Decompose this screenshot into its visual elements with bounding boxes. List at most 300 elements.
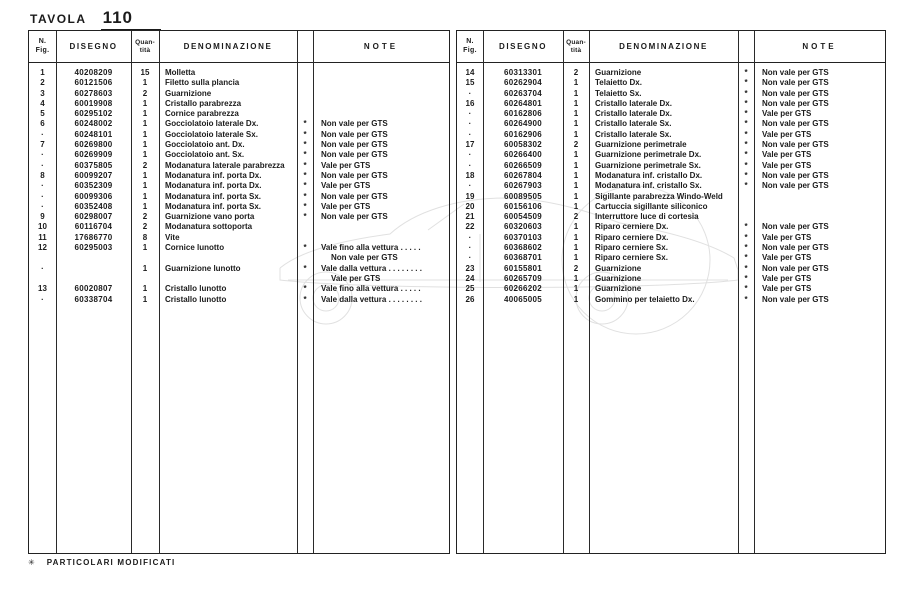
quantity-cell: 1	[142, 191, 148, 201]
fig-number-cell: ·	[41, 294, 44, 304]
note-line: Non vale per GTS	[762, 98, 829, 108]
table-row	[29, 233, 449, 243]
note-line: Non vale per GTS	[321, 212, 388, 222]
quantity-cell: 1	[573, 150, 579, 160]
table-row	[457, 295, 885, 305]
table-row	[457, 78, 885, 88]
note-cell	[313, 181, 449, 191]
quantity-cell: 1	[142, 263, 148, 273]
modified-star-cell	[297, 68, 313, 78]
table-row	[29, 243, 449, 264]
quantity-cell: 1	[142, 170, 148, 180]
fig-number-cell: 17	[465, 140, 475, 150]
quantity-cell: 2	[142, 88, 148, 98]
note-line: Vale per GTS	[321, 181, 371, 191]
modified-star-cell: *	[744, 78, 748, 88]
modified-star-cell	[297, 99, 313, 109]
table-row	[457, 264, 885, 274]
drawing-number-cell: 60262904	[504, 78, 542, 88]
quantity-cell: 1	[573, 160, 579, 170]
drawing-number-cell: 60269909	[74, 150, 113, 160]
note-line: Non vale per GTS	[762, 78, 829, 88]
fig-number-cell: ·	[468, 150, 472, 160]
quantity-cell: 2	[142, 160, 148, 170]
quantity-cell: 1	[142, 181, 148, 191]
denomination-cell: Cornice parabrezza	[165, 109, 239, 119]
table-row	[457, 68, 885, 78]
modified-star-cell: *	[303, 263, 307, 273]
note-line: Non vale per GTS	[762, 222, 829, 232]
header-star-spacer	[738, 31, 754, 62]
drawing-number-cell: 60313301	[504, 68, 542, 77]
note-cell	[754, 89, 885, 99]
note-cell	[313, 68, 449, 78]
fig-number-cell: 11	[38, 232, 47, 242]
fig-number-cell: 18	[465, 170, 475, 180]
table-row	[29, 171, 449, 181]
fig-number-cell: 23	[465, 263, 475, 273]
fig-number-cell: 14	[465, 68, 475, 77]
fig-number-cell: 9	[40, 212, 45, 222]
note-line: Vale fino alla vettura . . . . .	[321, 243, 421, 253]
fig-number-cell: 7	[40, 140, 45, 150]
note-cell	[754, 119, 885, 129]
denomination-cell: Modanatura inf. porta Dx.	[165, 170, 262, 180]
drawing-number-cell: 60099306	[74, 191, 113, 201]
denomination-cell: Modanatura inf. porta Dx.	[165, 181, 262, 191]
quantity-cell: 1	[573, 201, 579, 211]
fig-number-cell: 25	[465, 284, 475, 294]
table-row	[29, 130, 449, 140]
denomination-cell: Cristallo laterale Sx.	[595, 119, 672, 129]
denomination-cell: Guarnizione perimetrale Dx.	[595, 150, 702, 160]
note-line: Vale per GTS	[321, 201, 371, 211]
header-fig: N. Fig.	[463, 38, 477, 54]
denomination-cell: Telaietto Dx.	[595, 78, 642, 88]
denomination-cell: Vite	[165, 232, 180, 242]
note-cell	[754, 109, 885, 119]
denomination-cell: Guarnizione perimetrale	[595, 140, 687, 150]
note-line: Vale per GTS	[762, 109, 812, 119]
fig-number-cell: ·	[41, 191, 44, 201]
fig-number-cell: 1	[40, 68, 45, 77]
quantity-cell: 1	[573, 294, 579, 304]
quantity-cell: 1	[573, 78, 579, 88]
quantity-cell: 1	[142, 284, 148, 294]
note-line: Vale per GTS	[762, 160, 812, 170]
note-cell	[754, 243, 885, 253]
note-line: Non vale per GTS	[762, 263, 829, 273]
modified-star-cell: *	[744, 109, 748, 119]
table-row	[29, 202, 449, 212]
modified-star-cell: *	[744, 232, 748, 242]
quantity-cell: 1	[573, 222, 579, 232]
drawing-number-cell: 60352408	[74, 201, 113, 211]
table-row	[457, 253, 885, 263]
denomination-cell: Cornice lunotto	[165, 243, 225, 253]
fig-number-cell: 24	[465, 273, 475, 283]
quantity-cell: 1	[573, 88, 579, 98]
quantity-cell: 1	[142, 129, 148, 139]
note-cell	[754, 99, 885, 109]
drawing-number-cell: 60264801	[504, 98, 542, 108]
quantity-cell: 1	[573, 181, 579, 191]
drawing-number-cell: 60368602	[504, 243, 542, 253]
quantity-cell: 1	[573, 191, 579, 201]
quantity-cell: 8	[142, 232, 148, 242]
modified-star-cell: *	[744, 181, 748, 191]
note-cell	[754, 171, 885, 181]
table-row	[457, 202, 885, 212]
note-cell	[754, 295, 885, 305]
drawing-number-cell: 60370103	[504, 232, 542, 242]
note-cell	[313, 264, 449, 285]
modified-star-cell: *	[303, 191, 307, 201]
drawing-number-cell: 40065005	[504, 294, 542, 304]
note-cell	[313, 140, 449, 150]
fig-number-cell: ·	[41, 263, 44, 273]
note-line: Non vale per GTS	[321, 170, 388, 180]
drawing-number-cell: 60156106	[504, 201, 542, 211]
drawing-number-cell: 60352309	[74, 181, 113, 191]
drawing-number-cell: 60099207	[74, 170, 113, 180]
drawing-number-cell: 60266202	[504, 284, 542, 294]
modified-star-cell: *	[303, 201, 307, 211]
modified-star-cell: *	[303, 243, 307, 253]
table-row	[29, 181, 449, 191]
table-row	[457, 171, 885, 181]
modified-star-cell: *	[744, 294, 748, 304]
table-row	[457, 284, 885, 294]
table-row	[29, 295, 449, 305]
denomination-cell: Cristallo laterale Dx.	[595, 109, 672, 119]
fig-number-cell: 19	[465, 191, 475, 201]
table-row	[29, 140, 449, 150]
modified-star-cell: *	[744, 150, 748, 160]
drawing-number-cell: 60375805	[74, 160, 113, 170]
note-line: Non vale per GTS	[762, 88, 829, 98]
denomination-cell: Cristallo parabrezza	[165, 98, 242, 108]
modified-star-cell: *	[744, 119, 748, 129]
modified-star-cell: *	[303, 129, 307, 139]
quantity-cell: 1	[573, 232, 579, 242]
modified-star-cell: *	[303, 160, 307, 170]
quantity-cell: 1	[573, 98, 579, 108]
fig-number-cell: ·	[468, 109, 472, 119]
table-row	[29, 89, 449, 99]
denomination-cell: Cartuccia sigillante siliconico	[595, 201, 708, 211]
fig-number-cell: 5	[40, 109, 45, 119]
note-line: Non vale per GTS	[321, 150, 388, 160]
quantity-cell: 2	[573, 263, 579, 273]
modified-star-cell: *	[744, 284, 748, 294]
table-row	[457, 233, 885, 243]
fig-number-cell: ·	[468, 88, 472, 98]
denomination-cell: Modanatura inf. porta Sx.	[165, 201, 262, 211]
quantity-cell: 2	[142, 222, 148, 232]
denomination-cell: Riparo cerniere Sx.	[595, 253, 668, 263]
denomination-cell: Telaietto Sx.	[595, 88, 642, 98]
denomination-cell: Guarnizione	[595, 273, 642, 283]
quantity-cell: 2	[573, 140, 579, 150]
fig-number-cell: ·	[41, 150, 44, 160]
note-line: Non vale per GTS	[762, 181, 829, 191]
drawing-number-cell	[56, 264, 131, 285]
modified-star-cell: *	[303, 284, 307, 294]
quantity-cell: 1	[573, 284, 579, 294]
note-cell	[754, 233, 885, 243]
drawing-number-cell: 60266509	[504, 160, 542, 170]
note-line: Non vale per GTS	[762, 68, 829, 77]
denomination-cell: Cristallo laterale Sx.	[595, 129, 672, 139]
note-line: Non vale per GTS	[321, 129, 388, 139]
drawing-number-cell: 60320603	[504, 222, 542, 232]
quantity-cell: 2	[573, 68, 579, 77]
note-cell	[313, 202, 449, 212]
denomination-cell: Gocciolatoio laterale Sx.	[165, 129, 258, 139]
fig-number-cell: 15	[465, 78, 475, 88]
denomination-cell: Gocciolatoio ant. Sx.	[165, 150, 245, 160]
note-line: Vale per GTS	[762, 150, 812, 160]
note-cell	[754, 274, 885, 284]
table-row	[457, 243, 885, 253]
table-row	[29, 99, 449, 109]
modified-parts-footnote	[28, 558, 175, 567]
table-body	[29, 63, 449, 305]
quantity-cell: 1	[573, 273, 579, 283]
modified-star-cell: *	[744, 98, 748, 108]
denomination-cell: Guarnizione	[165, 88, 212, 98]
modified-star-cell: *	[303, 294, 307, 304]
note-cell	[754, 78, 885, 88]
denomination-cell: Molletta	[165, 68, 196, 77]
note-cell	[754, 192, 885, 202]
modified-star-cell	[738, 192, 754, 202]
modified-star-cell: *	[744, 263, 748, 273]
fig-number-cell: ·	[468, 253, 472, 263]
quantity-cell: 1	[573, 109, 579, 119]
table-row	[457, 119, 885, 129]
drawing-number-cell: 60248002	[74, 119, 113, 129]
note-line: Non vale per GTS	[762, 140, 829, 150]
note-line: Vale dalla vettura . . . . . . . .	[321, 294, 422, 304]
tavola-label: TAVOLA	[30, 12, 87, 26]
modified-star-cell: *	[744, 88, 748, 98]
table-row	[29, 161, 449, 171]
table-row	[457, 274, 885, 284]
quantity-cell: 1	[142, 294, 148, 304]
table-row	[29, 68, 449, 78]
modified-star-cell	[297, 222, 313, 232]
quantity-cell: 1	[142, 119, 148, 129]
drawing-number-cell: 60295003	[74, 243, 113, 253]
modified-star-cell: *	[303, 119, 307, 129]
header-qty: Quan- tità	[566, 39, 586, 54]
note-cell	[754, 202, 885, 212]
note-line: Vale per GTS	[762, 284, 812, 294]
drawing-number-cell: 60248101	[74, 129, 113, 139]
modified-star-cell: *	[303, 140, 307, 150]
note-line: Vale per GTS	[331, 273, 381, 283]
note-line: Non vale per GTS	[321, 191, 388, 201]
modified-star-cell	[297, 233, 313, 243]
denomination-cell: Cristallo laterale Dx.	[595, 98, 672, 108]
note-cell	[313, 284, 449, 294]
note-cell	[754, 222, 885, 232]
denomination-cell: Modanatura laterale parabrezza	[165, 160, 285, 170]
modified-parts-star-icon: ✳	[28, 557, 35, 567]
drawing-number-cell: 60263704	[504, 88, 542, 98]
quantity-cell: 1	[142, 150, 148, 160]
denomination-cell: Gocciolatoio ant. Dx.	[165, 140, 245, 150]
quantity-cell: 15	[140, 68, 150, 77]
note-cell	[313, 222, 449, 232]
modified-star-cell: *	[744, 222, 748, 232]
note-cell	[754, 212, 885, 222]
modified-star-cell	[297, 78, 313, 88]
note-cell	[313, 99, 449, 109]
table-header	[457, 31, 885, 63]
note-line: Non vale per GTS	[762, 119, 829, 129]
table-row	[457, 89, 885, 99]
quantity-cell: 1	[142, 109, 148, 119]
fig-number-cell: ·	[468, 119, 472, 129]
parts-table-right	[456, 30, 886, 554]
note-line: Non vale per GTS	[762, 294, 829, 304]
header-star-spacer	[297, 31, 313, 62]
fig-number-cell: ·	[41, 181, 44, 191]
table-body	[457, 63, 885, 305]
modified-star-cell: *	[303, 212, 307, 222]
drawing-number-cell: 60266400	[504, 150, 542, 160]
drawing-number-cell: 60265709	[504, 273, 542, 283]
drawing-number-cell: 60267804	[504, 170, 542, 180]
table-row	[29, 119, 449, 129]
note-cell	[313, 212, 449, 222]
note-cell	[313, 78, 449, 88]
drawing-number-cell: 60267903	[504, 181, 542, 191]
note-cell	[313, 171, 449, 181]
quantity-cell: 1	[142, 243, 148, 253]
note-line: Vale per GTS	[762, 273, 812, 283]
note-cell	[313, 243, 449, 264]
parts-table-left	[28, 30, 450, 554]
fig-number-cell: ·	[468, 243, 472, 253]
note-cell	[754, 264, 885, 274]
tavola-number: 110	[101, 8, 161, 30]
fig-number-cell: 12	[38, 243, 47, 253]
quantity-cell: 1	[142, 98, 148, 108]
note-line: Vale dalla vettura . . . . . . . .	[321, 263, 422, 273]
drawing-number-cell: 60054509	[504, 212, 542, 222]
modified-star-cell: *	[744, 253, 748, 263]
modified-star-cell: *	[744, 243, 748, 253]
modified-star-cell	[738, 212, 754, 222]
fig-number-cell: ·	[468, 160, 472, 170]
quantity-cell: 1	[573, 253, 579, 263]
note-cell	[313, 150, 449, 160]
quantity-cell: 1	[573, 170, 579, 180]
drawing-number-cell: 60368701	[504, 253, 542, 263]
denomination-cell: Guarnizione lunotto	[165, 263, 241, 273]
table-row	[29, 150, 449, 160]
drawing-number-cell: 60121506	[74, 78, 113, 88]
quantity-cell: 1	[142, 201, 148, 211]
denomination-cell: Modanatura inf. cristallo Dx.	[595, 170, 703, 180]
drawing-number-cell: 60295102	[74, 109, 113, 119]
quantity-cell: 2	[573, 212, 579, 222]
drawing-number-cell: 60162906	[504, 129, 542, 139]
note-cell	[754, 161, 885, 171]
fig-number-cell: 10	[38, 222, 47, 232]
quantity-cell: 1	[142, 140, 148, 150]
drawing-number-cell: 60162806	[504, 109, 542, 119]
note-line: Vale per GTS	[321, 160, 371, 170]
modified-star-cell: *	[303, 181, 307, 191]
drawing-number-cell: 60298007	[74, 212, 113, 222]
drawing-number-cell: 60058302	[504, 140, 542, 150]
note-cell	[754, 140, 885, 150]
note-line: Non vale per GTS	[331, 253, 398, 263]
note-line: Vale per GTS	[762, 129, 812, 139]
fig-number-cell: ·	[468, 232, 472, 242]
drawing-number-cell: 60019908	[74, 98, 113, 108]
quantity-cell: 1	[573, 119, 579, 129]
note-cell	[313, 119, 449, 129]
denomination-cell: Guarnizione	[595, 284, 642, 294]
denomination-cell: Riparo cerniere Dx.	[595, 222, 669, 232]
note-cell	[754, 130, 885, 140]
note-cell	[313, 161, 449, 171]
denomination-cell: Cristallo lunotto	[165, 284, 227, 294]
note-cell	[313, 130, 449, 140]
fig-number-cell: 2	[40, 78, 45, 88]
denomination-cell: Guarnizione perimetrale Sx.	[595, 160, 701, 170]
drawing-number-cell: 60269800	[74, 140, 113, 150]
note-line: Non vale per GTS	[762, 170, 829, 180]
fig-number-cell: 21	[465, 212, 475, 222]
header-qty: Quan- tità	[135, 39, 155, 54]
fig-number-cell: 26	[465, 294, 475, 304]
modified-star-cell	[297, 109, 313, 119]
header-denominazione: DENOMINAZIONE	[619, 41, 708, 51]
header-fig: N. Fig.	[35, 38, 50, 54]
denomination-cell: Guarnizione vano porta	[165, 212, 255, 222]
note-cell	[313, 295, 449, 305]
modified-star-cell: *	[744, 129, 748, 139]
fig-number-cell: 22	[465, 222, 475, 232]
modified-star-cell: *	[744, 160, 748, 170]
table-row	[457, 150, 885, 160]
fig-number-cell: ·	[41, 129, 44, 139]
table-header	[29, 31, 449, 63]
denomination-cell: Gommino per telaietto Dx.	[595, 294, 695, 304]
drawing-number-cell: 60155801	[504, 263, 542, 273]
table-row	[457, 181, 885, 191]
fig-number-cell: 6	[40, 119, 45, 129]
table-row	[29, 78, 449, 88]
table-row	[29, 222, 449, 232]
fig-number-cell: 3	[40, 88, 45, 98]
denomination-cell: Interruttore luce di cortesia	[595, 212, 699, 222]
fig-number-cell: 13	[38, 284, 47, 294]
drawing-number-cell: 60089505	[504, 191, 542, 201]
drawing-number-cell: 60020807	[74, 284, 113, 294]
modified-star-cell	[297, 89, 313, 99]
table-row	[457, 212, 885, 222]
note-line: Non vale per GTS	[762, 243, 829, 253]
fig-number-cell: 20	[465, 201, 475, 211]
